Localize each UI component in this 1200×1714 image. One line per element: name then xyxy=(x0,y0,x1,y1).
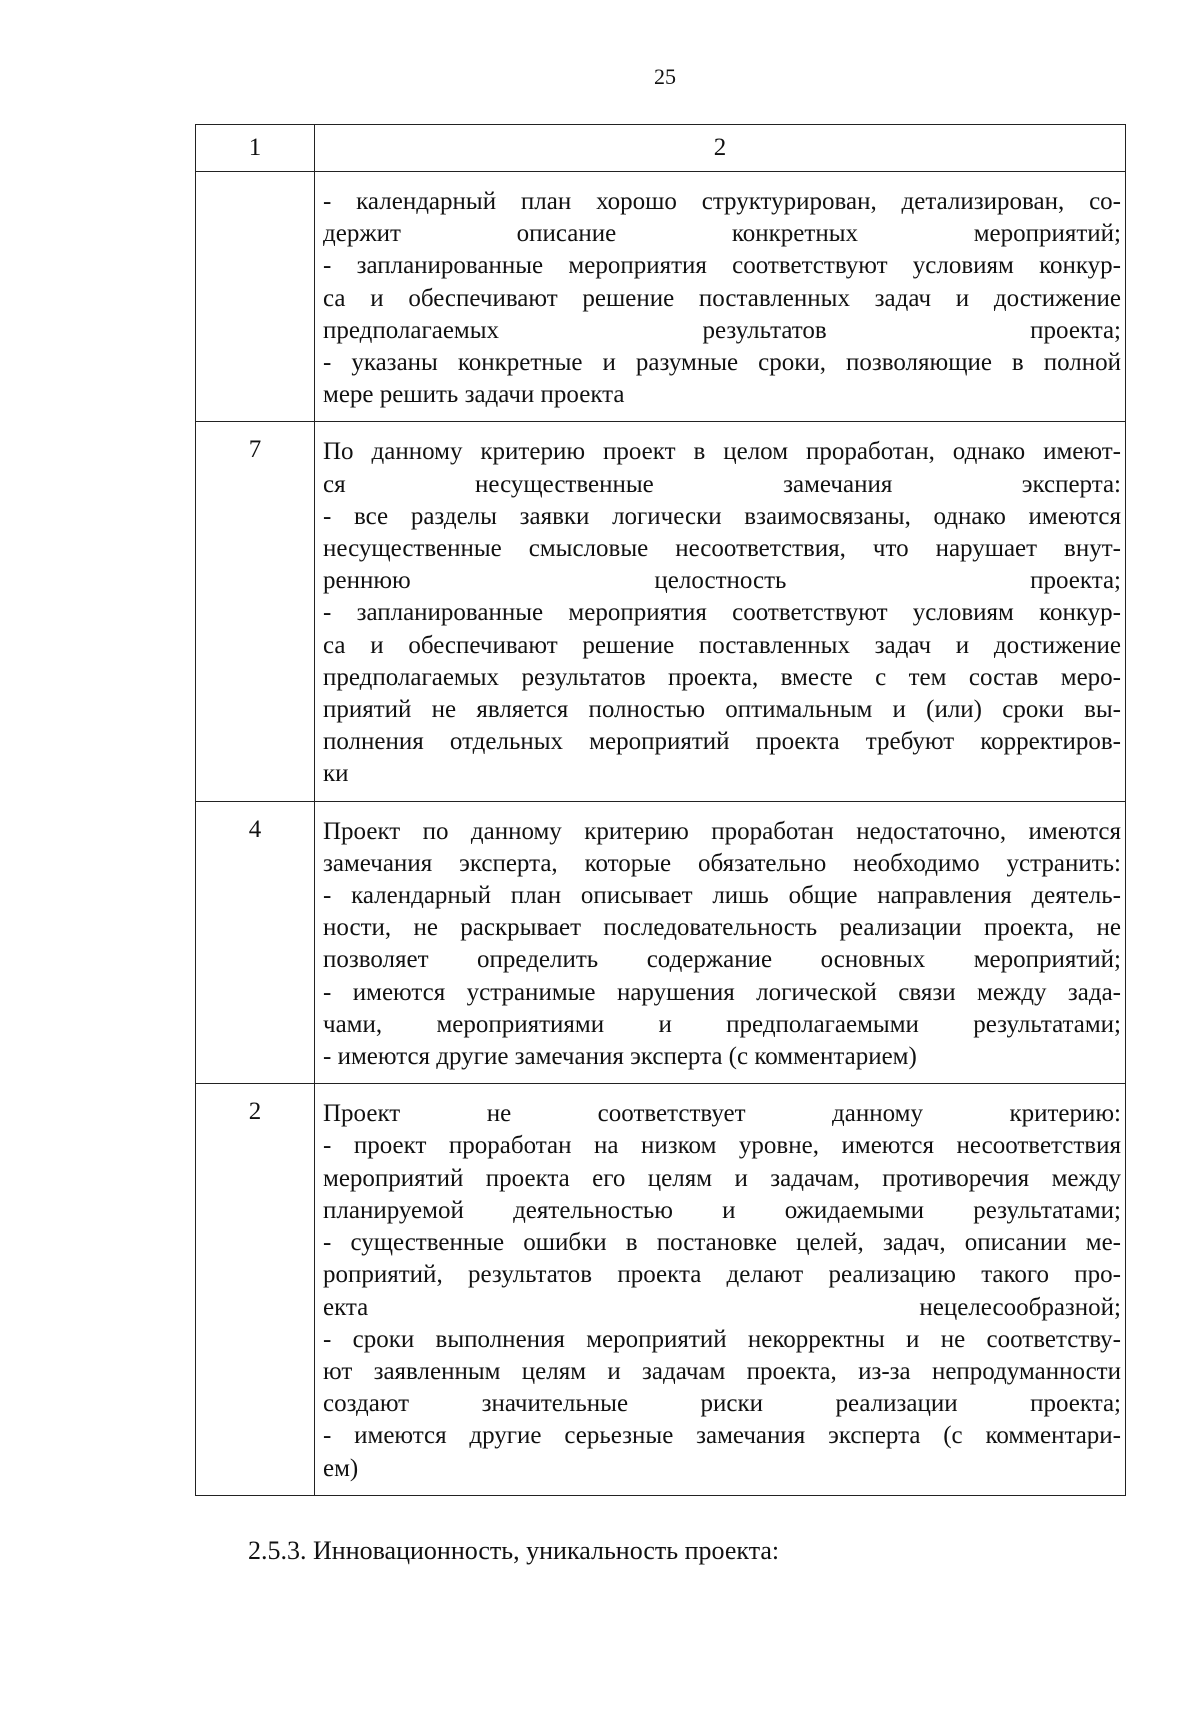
description-line: По данному критерию проект в целом проработан, однако имеют- xyxy=(323,438,1121,466)
description-line: полнения отдельных мероприятий проекта требуют корректиров- xyxy=(323,728,1121,756)
description-line: ся несущественные замечания эксперта: xyxy=(323,470,1121,498)
description-line: предполагаемых результатов проекта, вместе с тем состав меро- xyxy=(323,663,1121,691)
section-heading: 2.5.3. Инновационность, уникальность проекта: xyxy=(248,1536,780,1565)
description-cell xyxy=(315,801,1126,1084)
description-line: - сроки выполнения мероприятий некорректны и не соответству- xyxy=(323,1325,1121,1353)
description-line: - проект проработан на низком уровне, имеются несоответствия xyxy=(323,1132,1121,1160)
description-line: Проект не соответствует данному критерию: xyxy=(323,1100,1121,1128)
table-row xyxy=(196,422,1126,801)
table-header-row xyxy=(196,125,1126,172)
page-number: 25 xyxy=(654,64,676,89)
description-line: держит описание конкретных мероприятий; xyxy=(323,220,1121,248)
description-line: мере решить задачи проекта xyxy=(323,381,625,409)
description-line: - календарный план хорошо структурирован, детализирован, со- xyxy=(323,188,1121,215)
description-line: ют заявленным целям и задачам проекта, из-за непродуманности xyxy=(323,1357,1121,1385)
description-cell xyxy=(315,422,1126,801)
description-line: ки xyxy=(323,760,349,788)
table-row xyxy=(196,801,1126,1084)
score-cell: 2 xyxy=(196,1084,315,1495)
score-cell xyxy=(196,172,315,422)
description-line: - указаны конкретные и разумные сроки, позволяющие в полной xyxy=(323,349,1121,377)
table-body xyxy=(196,125,1126,1496)
description-line: позволяет определить содержание основных мероприятий; xyxy=(323,946,1121,974)
description-line: - запланированные мероприятия соответствуют условиям конкур- xyxy=(323,599,1121,627)
description-line: приятий не является полностью оптимальным и (или) сроки вы- xyxy=(323,696,1121,724)
score-cell: 7 xyxy=(196,422,315,801)
description-line: - имеются другие замечания эксперта (с комментарием) xyxy=(323,1043,917,1071)
description-line: реннюю целостность проекта; xyxy=(323,567,1121,595)
description-line: Проект по данному критерию проработан недостаточно, имеются xyxy=(323,817,1121,845)
description-cell xyxy=(315,1084,1126,1495)
description-line: - все разделы заявки логически взаимосвязаны, однако имеются xyxy=(323,502,1121,530)
description-line: чами, мероприятиями и предполагаемыми результатами; xyxy=(323,1010,1121,1038)
description-line: создают значительные риски реализации проекта; xyxy=(323,1390,1121,1418)
description-line: несущественные смысловые несоответствия, что нарушает внут- xyxy=(323,535,1121,563)
description-line: - запланированные мероприятия соответствуют условиям конкур- xyxy=(323,252,1121,280)
table-row xyxy=(196,1084,1126,1495)
description-cell xyxy=(315,172,1126,422)
description-line: са и обеспечивают решение поставленных задач и достижение xyxy=(323,631,1121,659)
description-line: ем) xyxy=(323,1454,359,1482)
description-line: екта нецелесообразной; xyxy=(323,1293,1121,1321)
description-line: ности, не раскрывает последовательность реализации проекта, не xyxy=(323,914,1121,942)
description-line: замечания эксперта, которые обязательно необходимо устранить: xyxy=(323,849,1121,877)
description-line: са и обеспечивают решение поставленных задач и достижение xyxy=(323,284,1121,312)
description-line: - существенные ошибки в постановке целей, задач, описании ме- xyxy=(323,1229,1121,1257)
description-line: - имеются другие серьезные замечания эксперта (с комментари- xyxy=(323,1422,1121,1450)
description-line: - календарный план описывает лишь общие направления деятель- xyxy=(323,882,1121,910)
column-header-score: 1 xyxy=(196,125,315,172)
description-line: планируемой деятельностью и ожидаемыми результатами; xyxy=(323,1196,1121,1224)
description-line: мероприятий проекта его целям и задачам, противоречия между xyxy=(323,1164,1121,1192)
criteria-table xyxy=(195,124,1126,1496)
description-line: роприятий, результатов проекта делают реализацию такого про- xyxy=(323,1261,1121,1289)
column-header-description: 2 xyxy=(315,125,1126,172)
description-line: предполагаемых результатов проекта; xyxy=(323,316,1121,344)
score-cell: 4 xyxy=(196,801,315,1084)
description-line: - имеются устранимые нарушения логической связи между зада- xyxy=(323,978,1121,1006)
table-row xyxy=(196,172,1126,422)
